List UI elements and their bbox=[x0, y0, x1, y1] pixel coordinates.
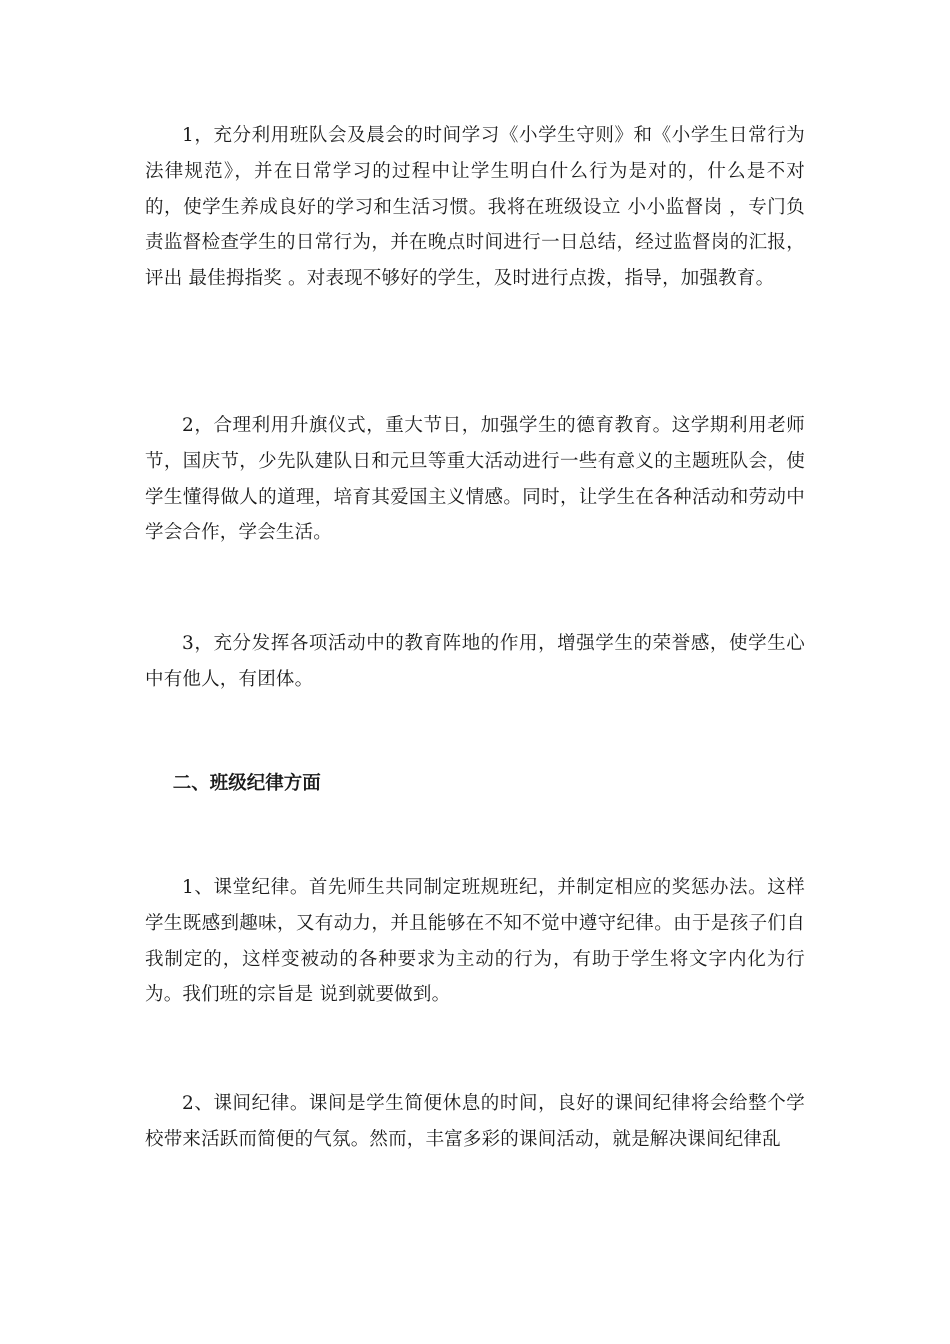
section-paragraph-2: 2、课间纪律。课间是学生简便休息的时间，良好的课间纪律将会给整个学校带来活跃而简便的气氛。然而，丰富多彩的课间活动，就是解决课间纪律乱 bbox=[145, 1093, 805, 1150]
paragraph-2: 2，合理利用升旗仪式，重大节日，加强学生的德育教育。这学期利用老师节，国庆节，少先队建队日和元旦等重大活动进行一些有意义的主题班队会，使学生懂得做人的道理，培育其爱国主义情感。同时，让学生在各种活动和劳动中学会合作，学会生活。 bbox=[145, 415, 805, 544]
paragraph-1: 1，充分利用班队会及晨会的时间学习《小学生守则》和《小学生日常行为法律规范》，并在日常学习的过程中让学生明白什么行为是对的，什么是不对的，使学生养成良好的学习和生活习惯。我将在班级设立 小小监督岗 ，专门负责监督检查学生的日常行为，并在晚点时间进行一日总结，经过监督岗的汇报，评出 最佳拇指奖 。对表现不够好的学生，及时进行点拨，指导，加强教育。 bbox=[145, 125, 805, 290]
paragraph-3: 3，充分发挥各项活动中的教育阵地的作用，增强学生的荣誉感，使学生心中有他人，有团体。 bbox=[145, 633, 805, 690]
section-paragraph-1: 1、课堂纪律。首先师生共同制定班规班纪，并制定相应的奖惩办法。这样学生既感到趣味，又有动力，并且能够在不知不觉中遵守纪律。由于是孩子们自我制定的，这样变被动的各种要求为主动的行为，有助于学生将文字内化为行为。我们班的宗旨是 说到就要做到。 bbox=[145, 877, 805, 1006]
document-page bbox=[145, 0, 805, 1344]
section-heading: 二、班级纪律方面 bbox=[172, 773, 321, 794]
